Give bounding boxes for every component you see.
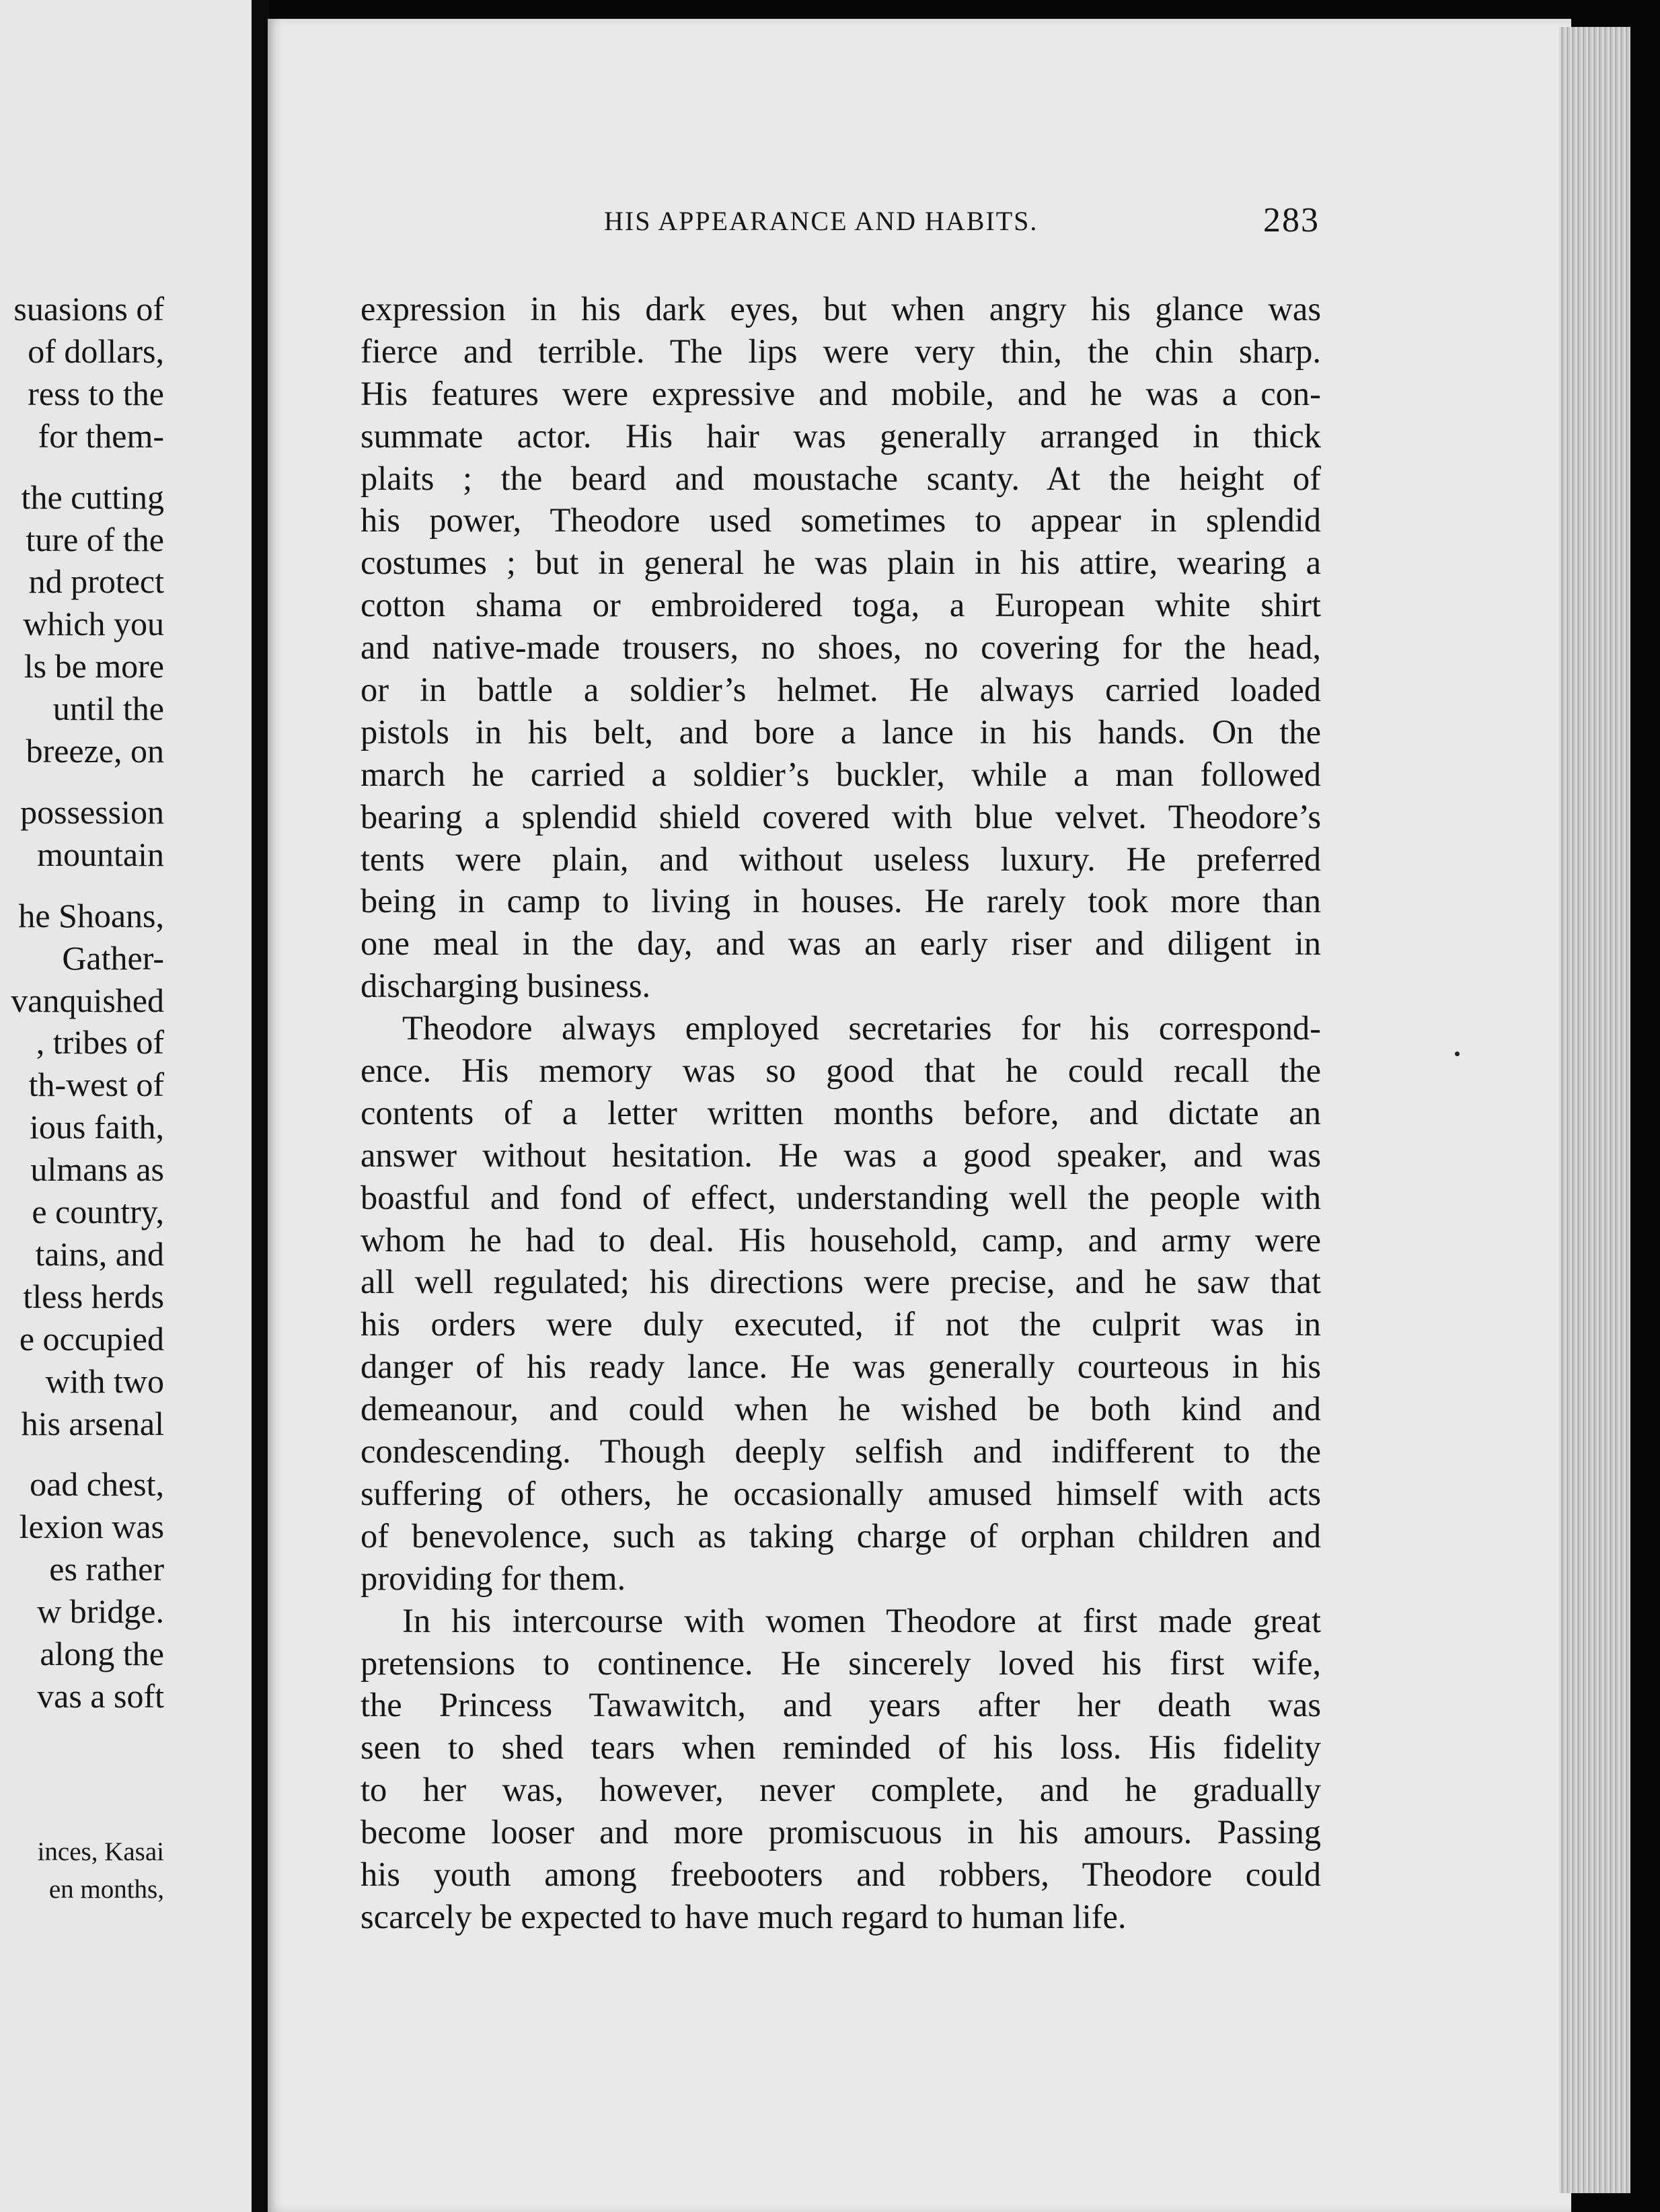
previous-page-line: e occupied — [19, 1319, 164, 1358]
text-line: ence. His memory was so good that he could recall the — [361, 1052, 1321, 1090]
previous-page-line: the cutting — [21, 478, 164, 516]
previous-page-line: th-west of — [28, 1066, 164, 1104]
previous-page-line: es rather — [49, 1550, 164, 1588]
previous-page-line: possession — [20, 792, 164, 831]
text-line: cotton shama or embroidered toga, a European white shirt — [361, 586, 1321, 624]
text-line: seen to shed tears when reminded of his loss. His fidelity — [361, 1728, 1321, 1767]
book-gutter — [252, 0, 269, 2212]
text-line: whom he had to deal. His household, camp, and army were — [361, 1220, 1321, 1259]
previous-page-line: he Shoans, — [18, 896, 164, 934]
previous-page-line: , tribes of — [36, 1023, 164, 1062]
previous-page-line: along the — [40, 1635, 164, 1672]
text-line: condescending. Though deeply selfish and indifferent to the — [361, 1432, 1321, 1471]
previous-page-footnote: inces, Kasai — [37, 1837, 164, 1866]
text-line: costumes ; but in general he was plain in his attire, wearing a — [361, 544, 1321, 582]
previous-page-line: Gather- — [62, 938, 164, 977]
previous-page-line: for them- — [38, 416, 164, 455]
text-line: tents were plain, and without useless luxury. He preferred — [361, 840, 1321, 878]
previous-page-line: ulmans as — [30, 1150, 164, 1189]
text-line: fierce and terrible. The lips were very thin, the chin sharp. — [361, 332, 1321, 370]
text-line: become looser and more promiscuous in his amours. Passing — [361, 1813, 1321, 1851]
previous-page-line: his arsenal — [21, 1404, 164, 1442]
text-line: and native-made trousers, no shoes, no covering for the head, — [361, 628, 1321, 667]
previous-page-line: nd protect — [28, 562, 164, 601]
previous-page-line: tains, and — [35, 1234, 164, 1273]
text-line: contents of a letter written months before, and dictate an — [361, 1093, 1321, 1132]
text-line: his youth among freebooters and robbers, Theodore could — [361, 1855, 1321, 1893]
previous-page-footnote: en months, — [48, 1875, 164, 1904]
body-text — [361, 288, 1321, 1938]
previous-page-line: suasions of — [13, 290, 164, 328]
previous-page-line: which you — [23, 605, 164, 643]
text-line: providing for them. — [361, 1559, 626, 1597]
text-line: to her was, however, never complete, and he gradually — [361, 1771, 1321, 1809]
text-line: being in camp to living in houses. He rarely took more than — [361, 882, 1321, 920]
previous-page-line: ls be more — [24, 647, 164, 686]
previous-page-line: ture of the — [26, 520, 164, 558]
running-head: HIS APPEARANCE AND HABITS. — [604, 206, 1039, 236]
text-line: Theodore always employed secretaries for his correspond- — [402, 1009, 1321, 1047]
text-line: his orders were duly executed, if not the culprit was in — [361, 1305, 1321, 1343]
text-line: demeanour, and could when he wished be both kind and — [361, 1390, 1321, 1428]
page-number: 283 — [1263, 201, 1320, 239]
text-line: scarcely be expected to have much regard to human life. — [361, 1897, 1127, 1936]
previous-page-line: until the — [52, 690, 164, 728]
text-line: answer without hesitation. He was a good speaker, and was — [361, 1136, 1321, 1174]
previous-page-line: tless herds — [23, 1277, 164, 1315]
text-line: the Princess Tawawitch, and years after her death was — [361, 1686, 1321, 1724]
text-line: boastful and fond of effect, understanding well the people with — [361, 1178, 1321, 1216]
previous-page-line: mountain — [37, 835, 164, 873]
previous-page-line: e country, — [32, 1193, 164, 1230]
previous-page-line: breeze, on — [26, 732, 164, 770]
text-line: expression in his dark eyes, but when angry his glance was — [361, 290, 1321, 328]
previous-page-line: lexion was — [19, 1508, 164, 1546]
previous-page-line: ress to the — [28, 374, 164, 412]
text-line: or in battle a soldier’s helmet. He always carried loaded — [361, 671, 1321, 709]
text-line: pretensions to continence. He sincerely loved his first wife, — [361, 1644, 1321, 1682]
text-line: plaits ; the beard and moustache scanty. At the height of — [361, 459, 1321, 497]
previous-page-line: w bridge. — [37, 1592, 164, 1631]
previous-page-line: vanquished — [11, 981, 164, 1019]
previous-page-line: oad chest, — [30, 1465, 164, 1504]
text-line: bearing a splendid shield covered with blue velvet. Theodore’s — [361, 797, 1321, 836]
text-line: summate actor. His hair was generally arranged in thick — [361, 416, 1321, 455]
previous-page-line: vas a soft — [37, 1676, 164, 1715]
text-line: suffering of others, he occasionally amused himself with acts — [361, 1474, 1321, 1512]
text-line: march he carried a soldier’s buckler, while a man followed — [361, 755, 1321, 793]
text-line: His features were expressive and mobile, and he was a con- — [361, 374, 1321, 412]
previous-page-line: with two — [45, 1362, 164, 1400]
text-line: all well regulated; his directions were precise, and he saw that — [361, 1263, 1321, 1301]
text-line: his power, Theodore used sometimes to appear in splendid — [361, 501, 1321, 540]
text-line: pistols in his belt, and bore a lance in his hands. On the — [361, 712, 1321, 751]
previous-page-line: of dollars, — [28, 332, 164, 370]
previous-page-fragment — [0, 0, 264, 2212]
ink-speck — [1455, 1052, 1460, 1056]
text-line: of benevolence, such as taking charge of orphan children and — [361, 1516, 1321, 1555]
text-line: danger of his ready lance. He was generally courteous in his — [361, 1348, 1321, 1386]
text-line: discharging business. — [361, 967, 651, 1005]
text-line: one meal in the day, and was an early riser and diligent in — [361, 924, 1321, 963]
page-edge-stack — [1559, 27, 1630, 2193]
text-line: In his intercourse with women Theodore at first made great — [402, 1601, 1321, 1639]
previous-page-line: ious faith, — [30, 1108, 164, 1146]
